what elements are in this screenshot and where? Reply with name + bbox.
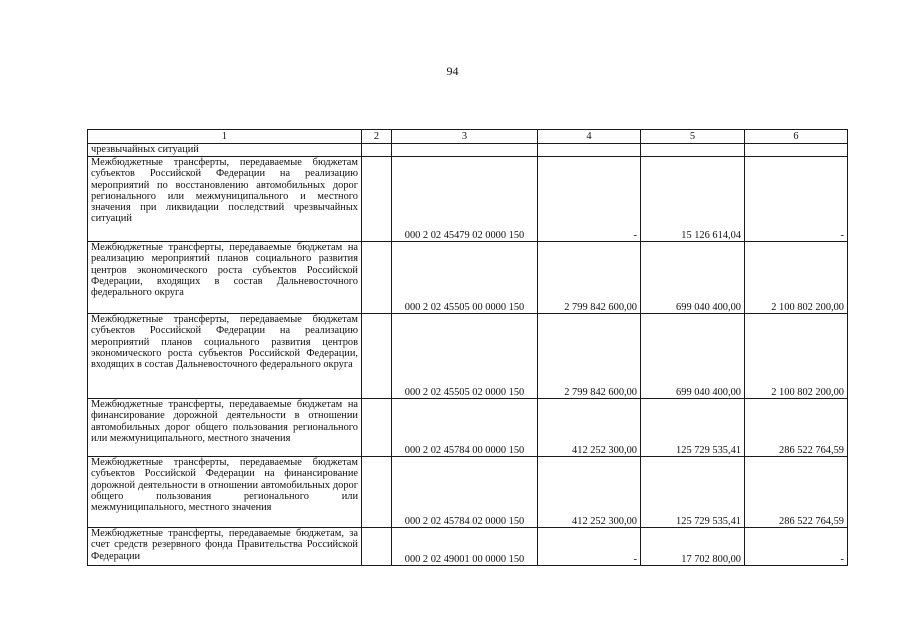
row-value-4 xyxy=(538,144,641,157)
row-description: Межбюджетные трансферты, передаваемые бюджетам, за счет средств резервного фонда Правительства Российской Федерации xyxy=(88,528,362,566)
row-value-5: 125 729 535,41 xyxy=(641,399,745,457)
column-header-5: 5 xyxy=(641,130,745,144)
row-col2 xyxy=(362,399,392,457)
column-header-3: 3 xyxy=(392,130,538,144)
row-value-4: - xyxy=(538,157,641,242)
row-description: Межбюджетные трансферты, передаваемые бюджетам субъектов Российской Федерации на реализацию мероприятий планов социального развития центров экономического роста субъектов Российской Федерации, входящих в состав Дальневосточного федерального округа xyxy=(88,314,362,399)
row-col2 xyxy=(362,457,392,528)
row-col2 xyxy=(362,528,392,566)
table-header-row xyxy=(88,130,848,144)
row-value-5 xyxy=(641,144,745,157)
row-value-5: 699 040 400,00 xyxy=(641,242,745,314)
row-value-6 xyxy=(745,144,848,157)
row-description: Межбюджетные трансферты, передаваемые бюджетам субъектов Российской Федерации на реализацию мероприятий по восстановлению автомобильных дорог регионального или межмуниципального и местного значения при ликвидации последствий чрезвычайных ситуаций xyxy=(88,157,362,242)
table-row xyxy=(88,457,848,528)
row-col2 xyxy=(362,144,392,157)
row-value-6: 286 522 764,59 xyxy=(745,399,848,457)
row-description: Межбюджетные трансферты, передаваемые бюджетам субъектов Российской Федерации на финансирование дорожной деятельности в отношении автомобильных дорог общего пользования регионального или межмуниципального, местного значения xyxy=(88,457,362,528)
row-code xyxy=(392,144,538,157)
table-row xyxy=(88,314,848,399)
column-header-6: 6 xyxy=(745,130,848,144)
row-value-6: 2 100 802 200,00 xyxy=(745,242,848,314)
row-col2 xyxy=(362,157,392,242)
row-value-4: 412 252 300,00 xyxy=(538,457,641,528)
row-col2 xyxy=(362,314,392,399)
table-row xyxy=(88,399,848,457)
row-code: 000 2 02 45505 02 0000 150 xyxy=(392,314,538,399)
row-value-6: 286 522 764,59 xyxy=(745,457,848,528)
row-description: Межбюджетные трансферты, передаваемые бюджетам на реализацию мероприятий планов социального развития центров экономического роста субъектов Российской Федерации, входящих в состав Дальневосточного федерального округа xyxy=(88,242,362,314)
row-code: 000 2 02 45784 02 0000 150 xyxy=(392,457,538,528)
row-value-5: 699 040 400,00 xyxy=(641,314,745,399)
row-col2 xyxy=(362,242,392,314)
row-value-6: 2 100 802 200,00 xyxy=(745,314,848,399)
row-value-6: - xyxy=(745,157,848,242)
row-code: 000 2 02 49001 00 0000 150 xyxy=(392,528,538,566)
row-value-6: - xyxy=(745,528,848,566)
table-row xyxy=(88,157,848,242)
row-code: 000 2 02 45505 00 0000 150 xyxy=(392,242,538,314)
budget-table xyxy=(87,129,848,566)
row-value-4: 2 799 842 600,00 xyxy=(538,242,641,314)
table-row xyxy=(88,144,848,157)
table-row xyxy=(88,242,848,314)
row-description: Межбюджетные трансферты, передаваемые бюджетам на финансирование дорожной деятельности в отношении автомобильных дорог общего пользования регионального или межмуниципального, местного значения xyxy=(88,399,362,457)
row-value-4: 2 799 842 600,00 xyxy=(538,314,641,399)
row-value-5: 15 126 614,04 xyxy=(641,157,745,242)
row-code: 000 2 02 45479 02 0000 150 xyxy=(392,157,538,242)
row-description: чрезвычайных ситуаций xyxy=(88,144,362,157)
row-code: 000 2 02 45784 00 0000 150 xyxy=(392,399,538,457)
table-row xyxy=(88,528,848,566)
row-value-4: - xyxy=(538,528,641,566)
page-number: 94 xyxy=(446,64,459,78)
column-header-4: 4 xyxy=(538,130,641,144)
row-value-5: 17 702 800,00 xyxy=(641,528,745,566)
column-header-2: 2 xyxy=(362,130,392,144)
row-value-5: 125 729 535,41 xyxy=(641,457,745,528)
row-value-4: 412 252 300,00 xyxy=(538,399,641,457)
column-header-1: 1 xyxy=(88,130,362,144)
